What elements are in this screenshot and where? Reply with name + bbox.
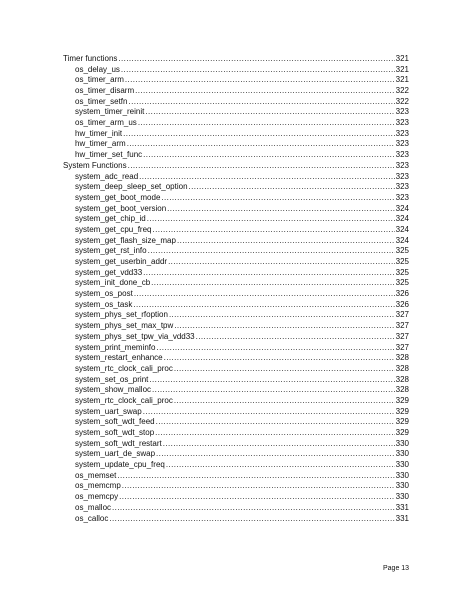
toc-entry[interactable]	[63, 514, 409, 525]
toc-entry[interactable]	[63, 278, 409, 289]
toc-entry-label: system_os_task	[75, 299, 133, 309]
toc-entry[interactable]	[63, 375, 409, 386]
toc-entry[interactable]	[63, 107, 409, 118]
toc-entry[interactable]	[63, 417, 409, 428]
toc-entry-label: system_get_boot_mode	[75, 192, 161, 202]
toc-leader-dots	[161, 193, 394, 204]
toc-entry-label: system_phys_set_max_tpw	[75, 321, 174, 331]
toc-entry-page: 330	[395, 438, 409, 448]
toc-entry[interactable]	[63, 97, 409, 108]
toc-leader-dots	[123, 129, 395, 140]
toc-entry-page: 330	[395, 460, 409, 470]
toc-leader-dots	[166, 460, 395, 471]
toc-entry-page: 328	[395, 385, 409, 395]
toc-entry-label: system_phys_set_tpw_via_vdd33	[75, 331, 195, 341]
toc-entry[interactable]	[63, 204, 409, 215]
toc-leader-dots	[167, 204, 394, 215]
toc-leader-dots	[134, 289, 395, 300]
toc-entry-page: 328	[395, 363, 409, 373]
toc-leader-dots	[151, 278, 394, 289]
toc-entry[interactable]	[63, 353, 409, 364]
toc-entry-label: system_set_os_print	[75, 374, 149, 384]
toc-leader-dots	[174, 321, 394, 332]
toc-entry-page: 328	[395, 353, 409, 363]
toc-entry-page: 325	[395, 267, 409, 277]
toc-leader-dots	[156, 449, 395, 460]
toc-leader-dots	[133, 300, 394, 311]
toc-entry-label: Timer functions	[63, 53, 118, 63]
toc-entry[interactable]	[63, 471, 409, 482]
toc-leader-dots	[174, 396, 395, 407]
toc-entry-page: 321	[395, 75, 409, 85]
toc-entry-label: system_get_flash_size_map	[75, 235, 176, 245]
toc-entry-label: system_rtc_clock_cali_proc	[75, 395, 173, 405]
toc-entry[interactable]	[63, 439, 409, 450]
toc-entry-page: 331	[395, 513, 409, 523]
toc-entry[interactable]	[63, 75, 409, 86]
toc-entry-page: 324	[395, 214, 409, 224]
toc-leader-dots	[143, 268, 394, 279]
page-number: Page 13	[383, 565, 410, 572]
toc-entry[interactable]	[63, 482, 409, 493]
toc-entry-label: os_memcmp	[75, 481, 121, 491]
toc-entry-page: 326	[395, 289, 409, 299]
toc-entry-label: system_show_malloc	[75, 385, 152, 395]
toc-entry[interactable]	[63, 118, 409, 129]
toc-leader-dots	[156, 343, 394, 354]
toc-entry[interactable]	[63, 343, 409, 354]
toc-entry-label: system_soft_wdt_stop	[75, 428, 155, 438]
toc-entry-label: system_soft_wdt_feed	[75, 417, 155, 427]
toc-entry-page: 323	[395, 150, 409, 160]
toc-entry-label: os_timer_disarm	[75, 86, 135, 96]
toc-entry[interactable]	[63, 300, 409, 311]
toc-leader-dots	[112, 503, 395, 514]
toc-leader-dots	[125, 75, 395, 86]
toc-leader-dots	[118, 54, 394, 65]
toc-entry[interactable]	[63, 289, 409, 300]
toc-entry-label: system_get_userbin_addr	[75, 257, 168, 267]
toc-leader-dots	[177, 236, 395, 247]
toc-entry-label: system_get_boot_version	[75, 203, 167, 213]
toc-entry-label: system_restart_enhance	[75, 353, 163, 363]
toc-entry-label: system_get_rst_info	[75, 246, 147, 256]
toc-entry-page: 330	[395, 449, 409, 459]
toc-entry[interactable]	[63, 193, 409, 204]
toc-entry[interactable]	[63, 449, 409, 460]
toc-entry-label: system_init_done_cb	[75, 278, 151, 288]
toc-entry-page: 322	[395, 96, 409, 106]
toc-entry-label: system_rtc_clock_cali_proc	[75, 363, 173, 373]
toc-leader-dots	[156, 417, 395, 428]
toc-leader-dots	[128, 97, 394, 108]
toc-leader-dots	[119, 492, 395, 503]
toc-entry[interactable]	[63, 140, 409, 151]
toc-entry[interactable]	[63, 172, 409, 183]
toc-entry-label: system_print_meminfo	[75, 342, 156, 352]
toc-section-entry[interactable]	[63, 54, 409, 65]
toc-entry-page: 326	[395, 299, 409, 309]
toc-entry-page: 327	[395, 342, 409, 352]
toc-leader-dots	[196, 332, 395, 343]
toc-leader-dots	[139, 172, 394, 183]
toc-leader-dots	[168, 257, 395, 268]
toc-entry-label: system_uart_swap	[75, 406, 142, 416]
toc-entry-page: 321	[395, 53, 409, 63]
toc-entry-label: os_timer_setfn	[75, 96, 128, 106]
toc-entry-page: 325	[395, 257, 409, 267]
toc-entry-page: 323	[395, 107, 409, 117]
toc-leader-dots	[138, 118, 395, 129]
toc-leader-dots	[147, 214, 395, 225]
toc-entry[interactable]	[63, 182, 409, 193]
toc-leader-dots	[145, 107, 394, 118]
toc-entry-page: 330	[395, 470, 409, 480]
toc-entry-page: 323	[395, 192, 409, 202]
toc-entry[interactable]	[63, 321, 409, 332]
toc-entry[interactable]	[63, 385, 409, 396]
toc-entry[interactable]	[63, 396, 409, 407]
toc-entry[interactable]	[63, 332, 409, 343]
toc-entry-label: hw_timer_set_func	[75, 150, 143, 160]
toc-leader-dots	[174, 364, 395, 375]
toc-entry-page: 329	[395, 395, 409, 405]
toc-leader-dots	[164, 353, 395, 364]
toc-entry[interactable]	[63, 268, 409, 279]
toc-leader-dots	[121, 65, 395, 76]
toc-entry-page: 329	[395, 428, 409, 438]
toc-entry-page: 322	[395, 86, 409, 96]
toc-leader-dots	[122, 481, 395, 492]
toc-leader-dots	[128, 161, 395, 172]
toc-entry-label: system_get_vdd33	[75, 267, 143, 277]
toc-leader-dots	[155, 428, 394, 439]
toc-entry-label: system_phys_set_rfoption	[75, 310, 168, 320]
toc-entry-page: 330	[395, 481, 409, 491]
toc-entry[interactable]	[63, 257, 409, 268]
toc-entry[interactable]	[63, 246, 409, 257]
toc-entry-page: 329	[395, 406, 409, 416]
toc-entry-label: system_update_cpu_freq	[75, 460, 165, 470]
toc-entry[interactable]	[63, 129, 409, 140]
toc-leader-dots	[117, 471, 394, 482]
toc-entry-page: 327	[395, 331, 409, 341]
toc-entry-page: 323	[395, 118, 409, 128]
toc-entry-page: 324	[395, 224, 409, 234]
toc-entry-page: 328	[395, 374, 409, 384]
toc-entry-page: 323	[395, 160, 409, 170]
toc-entry-label: os_calloc	[75, 513, 109, 523]
toc-entry-page: 323	[395, 171, 409, 181]
toc-entry-label: system_get_chip_id	[75, 214, 146, 224]
toc-entry[interactable]	[63, 150, 409, 161]
toc-entry-page: 321	[395, 64, 409, 74]
toc-entry[interactable]	[63, 65, 409, 76]
toc-entry-page: 327	[395, 321, 409, 331]
toc-entry-page: 324	[395, 203, 409, 213]
toc-entry[interactable]	[63, 492, 409, 503]
toc-leader-dots	[135, 86, 395, 97]
toc-leader-dots	[143, 150, 394, 161]
toc-leader-dots	[148, 246, 395, 257]
toc-entry-label: system_timer_reinit	[75, 107, 145, 117]
toc-entry-page: 329	[395, 417, 409, 427]
toc-entry-page: 325	[395, 246, 409, 256]
toc-entry-label: system_adc_read	[75, 171, 139, 181]
toc-entry[interactable]	[63, 428, 409, 439]
toc-entry-page: 323	[395, 139, 409, 149]
toc-entry[interactable]	[63, 407, 409, 418]
toc-entry[interactable]	[63, 225, 409, 236]
toc-leader-dots	[153, 225, 395, 236]
toc-entry-label: os_timer_arm	[75, 75, 124, 85]
toc-entry-label: os_memset	[75, 470, 117, 480]
toc-entry[interactable]	[63, 86, 409, 97]
toc-entry-label: hw_timer_arm	[75, 139, 126, 149]
toc-entry-label: system_deep_sleep_set_option	[75, 182, 188, 192]
toc-entry-page: 323	[395, 128, 409, 138]
toc-entry-page: 323	[395, 182, 409, 192]
toc-leader-dots	[189, 182, 395, 193]
toc-entry-page: 331	[395, 502, 409, 512]
toc-entry[interactable]	[63, 460, 409, 471]
toc-entry-label: os_memcpy	[75, 492, 119, 502]
toc-entry[interactable]	[63, 364, 409, 375]
toc-leader-dots	[163, 439, 395, 450]
toc-entry-label: os_delay_us	[75, 64, 120, 74]
toc-entry-label: hw_timer_init	[75, 128, 123, 138]
toc-entry-label: system_get_cpu_freq	[75, 224, 152, 234]
toc-leader-dots	[152, 385, 395, 396]
toc-entry-label: system_os_post	[75, 289, 133, 299]
toc-entry[interactable]	[63, 236, 409, 247]
toc-entry[interactable]	[63, 311, 409, 322]
toc-section-entry[interactable]	[63, 161, 409, 172]
toc-entry-label: os_timer_arm_us	[75, 118, 137, 128]
toc-leader-dots	[127, 139, 395, 150]
toc-entry-label: system_uart_de_swap	[75, 449, 156, 459]
toc-entry-page: 325	[395, 278, 409, 288]
toc-entry[interactable]	[63, 214, 409, 225]
toc-entry-label: system_soft_wdt_restart	[75, 438, 162, 448]
toc-entry-label: os_malloc	[75, 502, 112, 512]
table-of-contents	[63, 54, 409, 524]
toc-entry-page: 324	[395, 235, 409, 245]
toc-leader-dots	[109, 514, 394, 525]
toc-entry[interactable]	[63, 503, 409, 514]
toc-leader-dots	[149, 375, 394, 386]
toc-leader-dots	[143, 407, 395, 418]
toc-entry-page: 327	[395, 310, 409, 320]
toc-entry-page: 330	[395, 492, 409, 502]
toc-entry-label: System Functions	[63, 160, 127, 170]
toc-leader-dots	[169, 310, 395, 321]
